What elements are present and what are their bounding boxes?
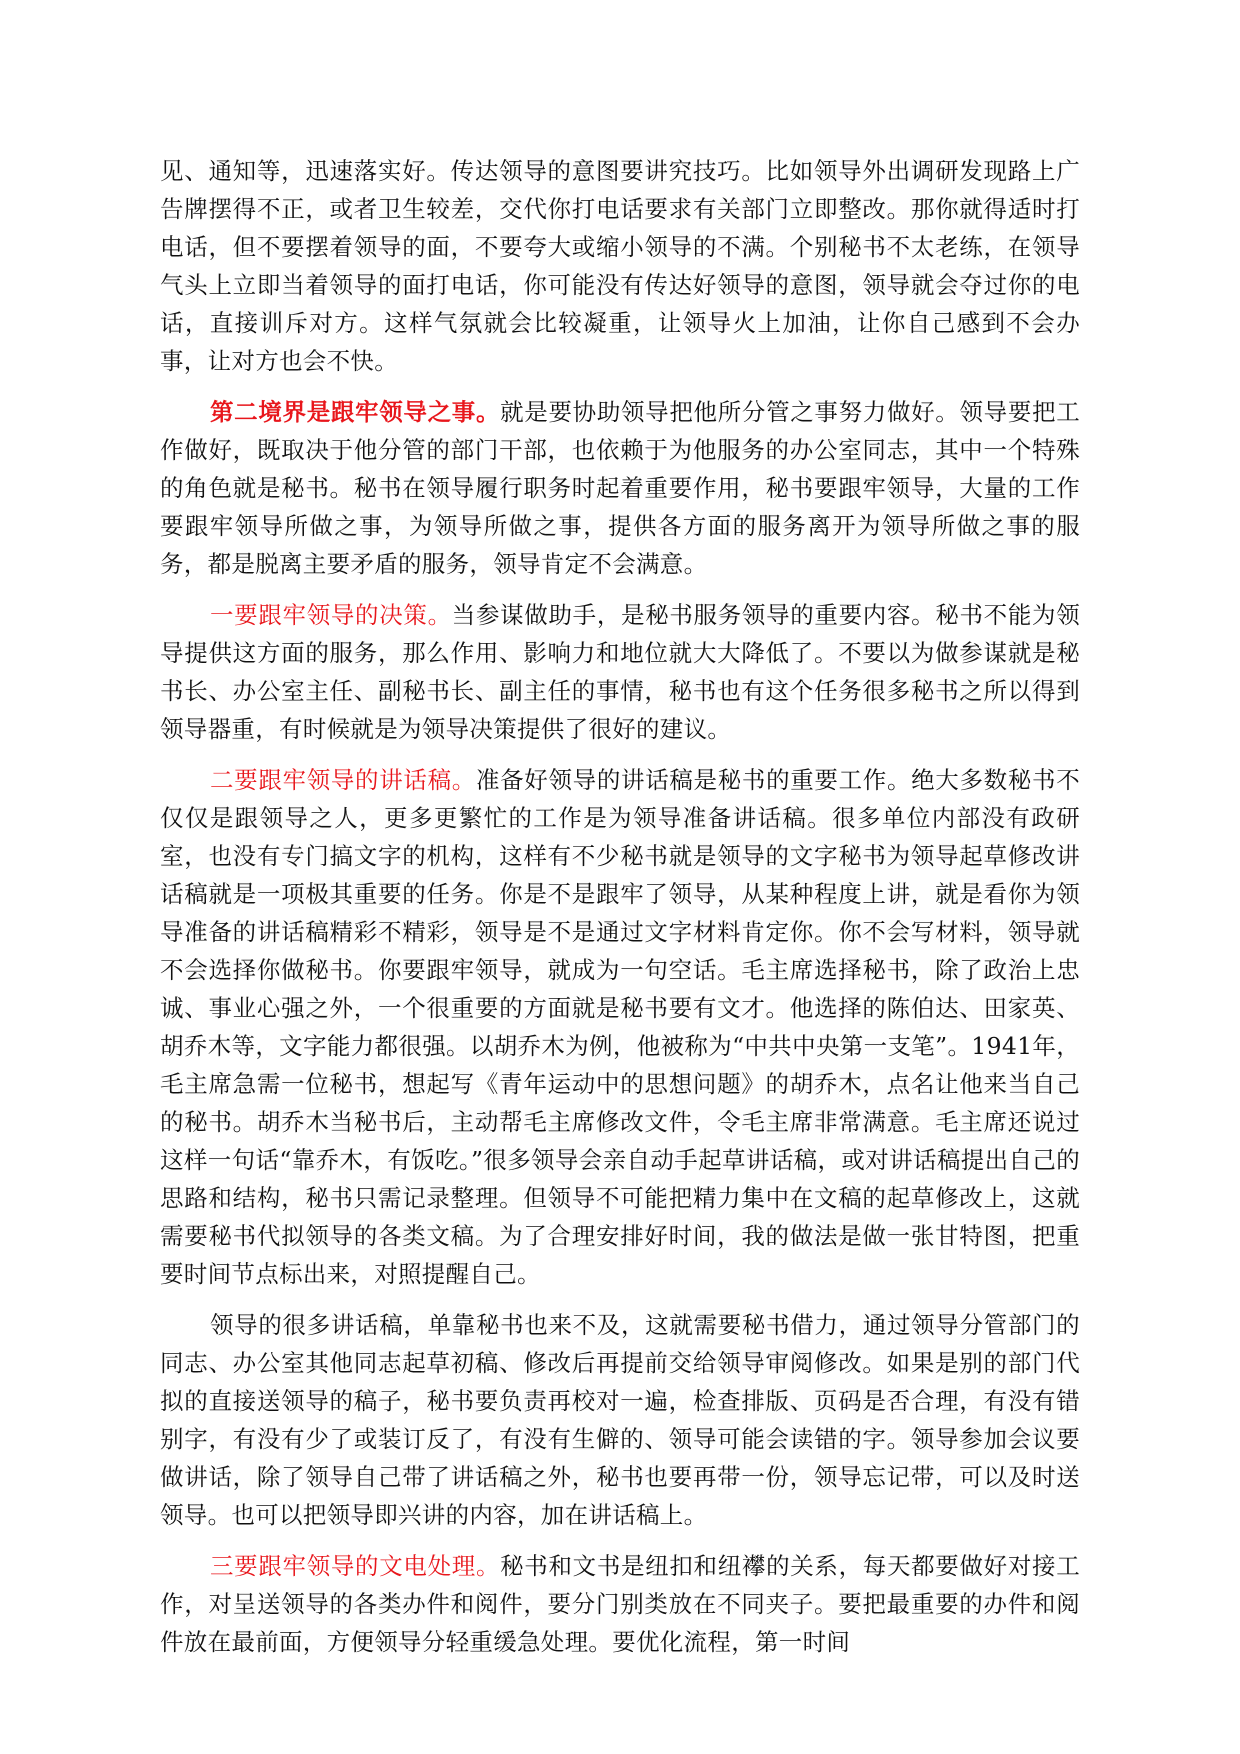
subheading-documents: 三要跟牢领导的文电处理。 <box>210 1552 501 1580</box>
paragraph-text: 领导的很多讲话稿，单靠秘书也来不及，这就需要秘书借力，通过领导分管部门的同志、办公室其他同志起草初稿、修改后再提前交给领导审阅修改。如果是别的部门代拟的直接送领导的稿子，秘书要负责再校对一遍，检查排版、页码是否合理，有没有错别字，有没有少了或装订反了，有没有生僻的、领导可能会读错的字。领导参加会议要做讲话，除了领导自己带了讲话稿之外，秘书也要再带一份，领导忘记带，可以及时送领导。也可以把领导即兴讲的内容，加在讲话稿上。 <box>160 1311 1080 1529</box>
paragraph-speech-draft <box>160 761 1080 1293</box>
paragraph-text: 当参谋做助手，是秘书服务领导的重要内容。秘书不能为领导提供这方面的服务，那么作用、影响力和地位就大大降低了。不要以为做参谋就是秘书长、办公室主任、副秘书长、副主任的事情，秘书也有这个任务很多秘书之所以得到领导器重，有时候就是为领导决策提供了很好的建议。 <box>160 601 1080 743</box>
paragraph-text: 准备好领导的讲话稿是秘书的重要工作。绝大多数秘书不仅仅是跟领导之人，更多更繁忙的工作是为领导准备讲话稿。很多单位内部没有政研室，也没有专门搞文字的机构，这样有不少秘书就是领导的文字秘书为领导起草修改讲话稿就是一项极其重要的任务。你是不是跟牢了领导，从某种程度上讲，就是看你为领导准备的讲话稿精彩不精彩，领导是不是通过文字材料肯定你。你不会写材料，领导就不会选择你做秘书。你要跟牢领导，就成为一句空话。毛主席选择秘书，除了政治上忠诚、事业心强之外，一个很重要的方面就是秘书要有文才。他选择的陈伯达、田家英、胡乔木等，文字能力都很强。以胡乔木为例，他被称为“中共中央第一支笔”。1941年，毛主席急需一位秘书，想起写《青年运动中的思想问题》的胡乔木，点名让他来当自己的秘书。胡乔木当秘书后，主动帮毛主席修改文件，令毛主席非常满意。毛主席还说过这样一句话“靠乔木，有饭吃。”很多领导会亲自动手起草讲话稿，或对讲话稿提出自己的思路和结构，秘书只需记录整理。但领导不可能把精力集中在文稿的起草修改上，这就需要秘书代拟领导的各类文稿。为了合理安排好时间，我的做法是做一张甘特图，把重要时间节点标出来，对照提醒自己。 <box>160 766 1080 1288</box>
paragraph-speech-help <box>160 1306 1080 1534</box>
paragraph-text: 就是要协助领导把他所分管之事努力做好。领导要把工作做好，既取决于他分管的部门干部，也依赖于为他服务的办公室同志，其中一个特殊的角色就是秘书。秘书在领导履行职务时起着重要作用，秘书要跟牢领导，大量的工作要跟牢领导所做之事，为领导所做之事，提供各方面的服务离开为领导所做之事的服务，都是脱离主要矛盾的服务，领导肯定不会满意。 <box>160 398 1080 578</box>
document-page <box>160 152 1080 1674</box>
subheading-speech-draft: 二要跟牢领导的讲话稿。 <box>210 766 476 794</box>
paragraph-continued <box>160 152 1080 380</box>
section-heading-second-realm: 第二境界是跟牢领导之事。 <box>210 398 501 426</box>
paragraph-second-realm <box>160 393 1080 583</box>
paragraph-text: 见、通知等，迅速落实好。传达领导的意图要讲究技巧。比如领导外出调研发现路上广告牌摆得不正，或者卫生较差，交代你打电话要求有关部门立即整改。那你就得适时打电话，但不要摆着领导的面，不要夸大或缩小领导的不满。个别秘书不太老练，在领导气头上立即当着领导的面打电话，你可能没有传达好领导的意图，领导就会夺过你的电话，直接训斥对方。这样气氛就会比较凝重，让领导火上加油，让你自己感到不会办事，让对方也会不快。 <box>160 157 1080 375</box>
paragraph-decision <box>160 596 1080 748</box>
paragraph-text: 秘书和文书是纽扣和纽襻的关系，每天都要做好对接工作，对呈送领导的各类办件和阅件，要分门别类放在不同夹子。要把最重要的办件和阅件放在最前面，方便领导分轻重缓急处理。要优化流程，第一时间 <box>160 1552 1080 1656</box>
paragraph-documents <box>160 1547 1080 1661</box>
subheading-decision: 一要跟牢领导的决策。 <box>210 601 452 629</box>
